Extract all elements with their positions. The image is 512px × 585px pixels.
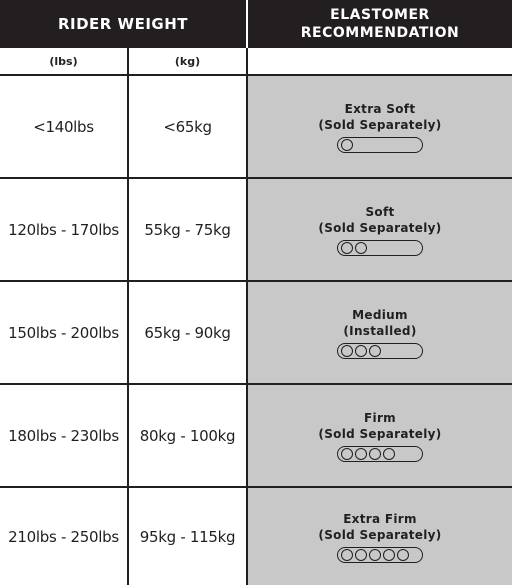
firmness-dot-icon [383,448,395,460]
weight-kg-cell: 80kg - 100kg [139,426,236,445]
recommendation-cell [248,282,512,383]
firmness-dot-icon [341,345,353,357]
firmness-capsule-icon [337,547,423,563]
lbs-unit-label: (lbs) [49,54,78,68]
kg-unit-label: (kg) [174,54,201,68]
firmness-dot-icon [383,549,395,561]
firmness-capsule-icon [337,240,423,256]
table-row [0,488,512,585]
firmness-dot-icon [355,448,367,460]
elastomer-name: Firm [364,410,396,425]
divider [0,74,512,76]
weight-kg-cell: <65kg [163,117,212,136]
elastomer-name: Soft [365,204,395,219]
firmness-dot-icon [369,448,381,460]
firmness-dot-icon [355,345,367,357]
firmness-dot-icon [369,345,381,357]
firmness-dot-icon [341,549,353,561]
recommendation-cell [248,179,512,280]
availability-note: (Sold Separately) [318,527,442,542]
weight-lbs-cell: <140lbs [33,117,94,136]
weight-lbs-cell: 180lbs - 230lbs [8,426,119,445]
weight-kg-cell: 95kg - 115kg [139,527,236,546]
table-row [0,179,512,280]
firmness-capsule-icon [337,446,423,462]
table-row [0,282,512,383]
divider [0,383,512,385]
table-row [0,385,512,486]
header-bar [0,0,512,48]
firmness-dot-icon [369,549,381,561]
rider-weight-heading: RIDER WEIGHT [57,15,189,33]
availability-note: (Sold Separately) [318,426,442,441]
firmness-dot-icon [355,549,367,561]
divider [0,177,512,179]
column-divider [127,48,129,585]
weight-lbs-cell: 210lbs - 250lbs [8,527,119,546]
divider [0,486,512,488]
firmness-capsule-icon [337,343,423,359]
elastomer-recommendation-heading: ELASTOMER RECOMMENDATION [300,7,460,41]
weight-kg-cell: 55kg - 75kg [144,220,231,239]
firmness-dot-icon [341,242,353,254]
firmness-dot-icon [397,549,409,561]
weight-lbs-cell: 120lbs - 170lbs [8,220,119,239]
recommendation-cell [248,76,512,177]
divider [0,280,512,282]
recommendation-cell [248,488,512,585]
elastomer-name: Extra Firm [343,511,417,526]
weight-lbs-cell: 150lbs - 200lbs [8,323,119,342]
firmness-capsule-icon [337,137,423,153]
table-row [0,76,512,177]
firmness-dot-icon [341,448,353,460]
elastomer-name: Medium [352,307,408,322]
availability-note: (Installed) [343,323,417,338]
elastomer-name: Extra Soft [344,101,416,116]
firmness-dot-icon [355,242,367,254]
recommendation-cell [248,385,512,486]
weight-kg-cell: 65kg - 90kg [144,323,231,342]
firmness-dot-icon [341,139,353,151]
column-divider [246,48,248,585]
availability-note: (Sold Separately) [318,117,442,132]
availability-note: (Sold Separately) [318,220,442,235]
